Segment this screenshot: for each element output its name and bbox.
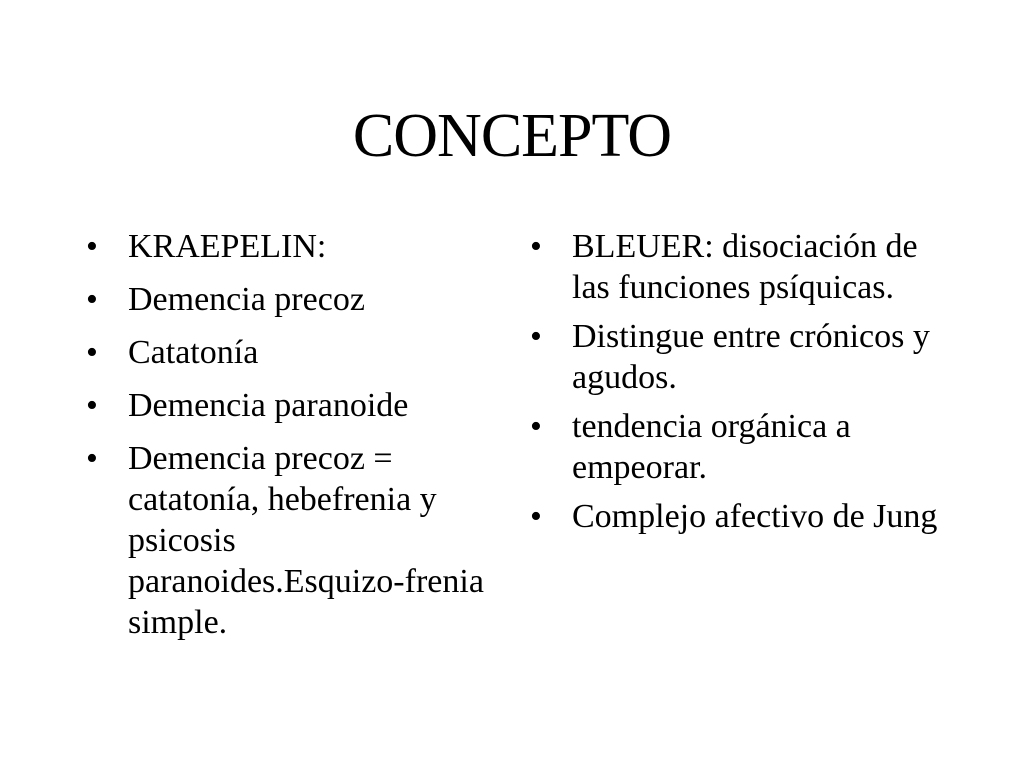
list-item — [530, 406, 950, 488]
list-item — [86, 438, 506, 643]
bullet-icon: • — [86, 334, 98, 371]
list-item-text: Catatonía — [128, 334, 259, 371]
list-item-text: BLEUER: disociación de las funciones psíquicas. — [572, 228, 918, 306]
list-item-text: tendencia orgánica a empeorar. — [572, 408, 851, 486]
bullet-icon: • — [530, 498, 542, 535]
list-item-text: Demencia precoz = catatonía, hebefrenia y psicosis paranoides.Esquizo-frenia simple. — [128, 440, 484, 641]
bullet-icon: • — [86, 228, 98, 265]
bullet-icon: • — [86, 387, 98, 424]
list-item-text: Demencia precoz — [128, 281, 365, 318]
bullet-icon: • — [86, 281, 98, 318]
list-item — [86, 385, 506, 426]
bullet-icon: • — [530, 228, 542, 265]
left-bullet-list — [86, 226, 506, 655]
bullet-icon: • — [86, 440, 98, 477]
list-item-text: Complejo afectivo de Jung — [572, 498, 938, 535]
list-item — [530, 496, 950, 537]
list-item-text: Distingue entre crónicos y agudos. — [572, 318, 930, 396]
slide-title: CONCEPTO — [352, 102, 672, 170]
bullet-icon: • — [530, 408, 542, 445]
list-item — [86, 279, 506, 320]
list-item — [86, 226, 506, 267]
list-item — [86, 332, 506, 373]
list-item-text: Demencia paranoide — [128, 387, 409, 424]
right-bullet-list — [530, 226, 950, 545]
bullet-icon: • — [530, 318, 542, 355]
list-item — [530, 316, 950, 398]
list-item — [530, 226, 950, 308]
list-item-text: KRAEPELIN: — [128, 228, 327, 265]
